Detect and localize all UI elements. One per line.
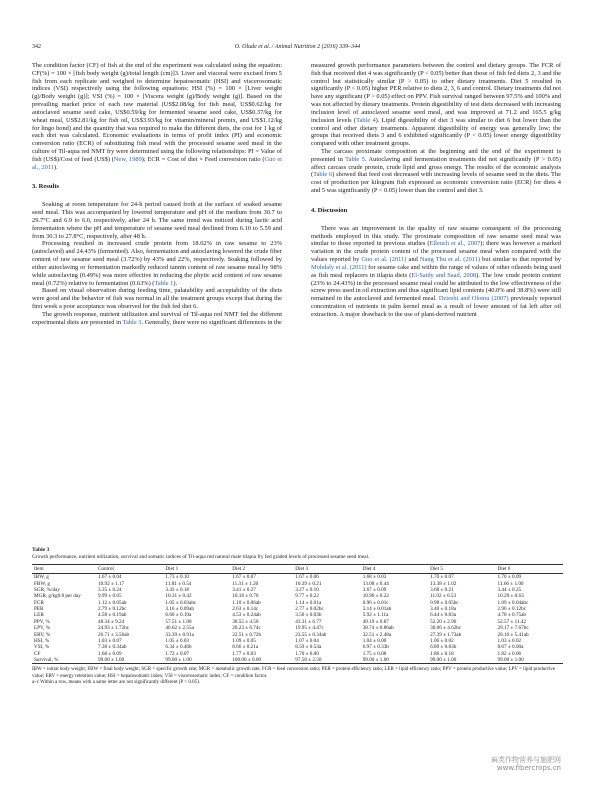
table-cell: 7.38 ± 0.34ab (98, 644, 127, 651)
table-cell: 3.41 ± 0.27 (232, 586, 256, 593)
ref-el-saidy-2008[interactable]: El-Saidy and Saad, 2008 (411, 271, 477, 279)
table-row (32, 657, 563, 664)
table-cell: 52.57 ± 11.42 (497, 618, 527, 625)
table-cell: 3.35 ± 0.24 (98, 586, 122, 593)
table-cell: 3.40 ± 0.18a (430, 606, 457, 613)
table-cell: 19.95 ± 4.47c (295, 625, 324, 632)
table-cell: 10.31 ± 0.42 (165, 593, 192, 600)
table-cell: 1.67 ± 0.04 (98, 574, 122, 581)
table-cell: 27.39 ± 1.73ab (430, 631, 462, 638)
table-cell: 10.39 ± 0.21 (295, 580, 322, 587)
table-cell: 8.67 ± 0.00a (497, 644, 524, 651)
table-cell: 9.99 ± 0.65 (98, 593, 122, 600)
table-cell: 1.86 ± 0.18 (430, 650, 454, 657)
table-cell: 100.00 ± 0.00 (230, 657, 293, 664)
ref-guo-2011-b[interactable]: Guo et al. (2011) (361, 256, 407, 264)
row-label: LPV, % (34, 625, 51, 632)
column-header: Diet 2 (230, 565, 293, 574)
discussion-heading: 4. Discussion (311, 206, 348, 214)
table-cell: 13.38 ± 1.02 (430, 580, 457, 587)
row-label: HSI, % (34, 637, 50, 644)
table-cell: 10.92 ± 1.17 (98, 580, 125, 587)
table-cell: 48.34 ± 9.24 (98, 618, 125, 625)
table-cell: 8.66 ± 0.21a (232, 644, 259, 651)
table-cell: 1.12 ± 0.05ab (98, 599, 127, 606)
row-label: Survival, % (32, 657, 96, 664)
row-label: SGR, %/day (34, 586, 60, 593)
table-cell: 1.03 ± 0.07 (98, 637, 122, 644)
table-cell: 3.68 ± 0.21 (430, 586, 454, 593)
table-cell: 38.74 ± 0.86ab (362, 625, 394, 632)
table-cell: 1.03 ± 0.02 (497, 637, 522, 644)
row-label: PER (34, 606, 44, 613)
table-3 (32, 547, 563, 687)
table-cell: 29.17 ± 7.67bc (497, 625, 529, 632)
ref-nang-thu-2011[interactable]: Nang Thu et al. (2011) (419, 256, 481, 264)
page-number: 342 (32, 44, 41, 50)
column-header: Control (96, 565, 163, 574)
table-cell: 3.67 ± 0.09 (362, 586, 387, 593)
table-cell: 32.51 ± 2.48a (362, 631, 392, 638)
table-cell: 8.59 ± 0.53a (295, 644, 322, 651)
table-caption: Growth performance, nutrient utilization, survival and somatic indices of Til-aqua red natural male tilapia fry fed graded levels of processed sesame seed meal. (32, 554, 370, 560)
table-cell: 99.00 ± 1.00 (428, 657, 495, 664)
row-label: FCR (34, 599, 44, 606)
table-cell: 22.51 ± 0.72b (232, 631, 262, 638)
table-cell: 1.67 ± 0.06 (295, 574, 319, 581)
table-cell: 24.93 ± 1.72bc (98, 625, 130, 632)
table-cell: 3.43 ± 0.18 (165, 586, 190, 593)
results-paragraph-3: Based on visual observation during feeding time, palatability and acceptability of the diets were good and the behavior of fish was normal in all the treatment groups except that during the first week a poor acceptance was observed for the fish fed diet 6. (32, 287, 282, 310)
running-header (32, 44, 563, 54)
table-cell: 11.81 ± 0.54 (165, 580, 192, 587)
abbreviations-note: IBW = initial body weight; FBW = final body weight; SGR = specific growth rate; MGR = metabolic growth rate; FCR = feed conversion ratio; PER = protein efficiency ratio; LER = lipid efficiency ratio; PPV = protein productive value; LPV = lipid productive value; ERV = energy retention value; HSI = hepatosomatic index; VSI = viscerosomatic index; CF = condition factor. (32, 667, 555, 679)
row-label: VSI, % (34, 644, 50, 651)
table-cell: 1.10 ± 0.06ab (232, 599, 261, 606)
table-cell: 99.00 ± 1.00 (163, 657, 230, 664)
watermark (491, 756, 561, 773)
table-cell: 1.70 ± 0.07 (430, 574, 454, 581)
results-paragraph-1: Soaking at room temperature for 24-h period caused froth at the surface of soaked sesame seed meal. This was accompanied by lowered temperature and pH of the medium from 30.7 to 29.7°C and 6.9 to 6.0, respectively, after 24 h. The same trend was noticed during lactic acid fermentation where the pH and temperature of sesame seed meal declined from 6.10 to 5.59 and from 30.3 to 27.8°C, respectively, after 48 h. (32, 201, 282, 240)
table-cell: 49.19 ± 0.87 (362, 618, 389, 625)
table-cell: 6.89 ± 0.83b (430, 644, 457, 651)
table-notes (32, 667, 563, 687)
table-cell: 1.75 ± 0.08 (362, 650, 387, 657)
table-cell: 26.71 ± 3.56ab (98, 631, 130, 638)
table-cell: 2.96 ± 0.12bc (497, 606, 527, 613)
table-cell: 99.00 ± 1.00 (361, 657, 428, 664)
table-cell: 1.67 ± 0.07 (232, 574, 256, 581)
table-cell: 0.96 ± 0.01c (362, 599, 389, 606)
table-cell: 33.39 ± 0.91a (165, 631, 194, 638)
table-cell: 1.70 ± 0.09 (497, 574, 522, 581)
column-header: Diet 4 (361, 565, 428, 574)
table-cell: 10.96 ± 0.22 (362, 593, 389, 600)
methods-paragraph: The condition factor (CF) of fish at the end of the experiment was calculated using the equation: CF(%) = 100 × [fish body weight (g)/total length (cm)]3. Liver and visceral were excised from 5 fish from each replicate and weighed to determine hepatosomatic (HSI) and viscerosomatic indices (VSI) respectively using the following equations: HSI (%) = 100 × [Liver weight (g)/Body weight (g)]; VSI (%) = 100 × [Viscera weight (g)/Body weight (g)]. Based on the prevailing market price of each raw material (US$2.08/kg for fish meal, US$0.62/kg for autoclaved sesame seed cake, US$0.59/kg for fermented sesame seed cake, US$0.37/kg for wheat meal, US$2.81/kg for fish oil, US$3.93/kg for vitamin/mineral premix, and US$1.12/kg for lingo bond) and the quantity that was required to make the different diets, the cost for 1 kg of each diet was calculated. Economic evaluations in terms of profit index (PI) and economic conversion ratio (ECR) of substituting fish meal with the processed sesame seed meal in the culture of Til-aqua red NMT fry were determined using the following relationships: PI = Value of fish (US$)/Cost of feed (US$) (New, 1989); ECR = Cost of diet × Feed conversion ratio (Guo et al., 2011). (32, 62, 282, 171)
table-cell: 1.73 ± 0.10 (165, 574, 190, 581)
table-cell: 10.18 ± 0.70 (232, 593, 259, 600)
table-cell: 3.16 ± 0.09ab (165, 606, 194, 613)
table-cell: 6.44 ± 0.83a (430, 612, 457, 619)
table-cell: 2.77 ± 0.02bc (295, 606, 324, 613)
row-label: LER (34, 612, 44, 619)
left-column (32, 62, 282, 326)
ref-dzieshi-2007[interactable]: Dzieshi and Olomu (2007) (438, 295, 509, 303)
table-cell: 4.58 ± 0.19ab (98, 612, 127, 619)
table-cell: 11.66 ± 1.00 (497, 580, 524, 587)
ref-table-6[interactable]: Table 6 (313, 171, 333, 179)
table-cell: 38.55 ± 4.50 (232, 618, 259, 625)
ref-table-4[interactable]: Table 4 (356, 116, 376, 124)
table-cell: 43.31 ± 6.77 (295, 618, 322, 625)
table-cell: 1.05 ± 0.03abc (165, 599, 197, 606)
table-cell: 1.72 ± 0.07 (165, 650, 190, 657)
table-cell: 1.09 ± 0.04abc (497, 599, 529, 606)
results-paragraph-2: Processing resulted in increased crude protein from 18.02% in raw sesame to 23% (autoclaved) and 24.43% (fermented). Also, fermentation and autoclaving lowered the crude fiber content of raw sesame seed meal (3.72%) by 43% and 22%, respectively. Soaking followed by either autoclaving or fermentation markedly reduced tannin content of raw sesame meal by 98% while autoclaving (0.49%) was more effective in reducing the phytic acid content of raw sesame meal (0.72%) relative to fermentation (0.63%) (Table 1). (32, 240, 282, 287)
table-cell: 5.92 ± 1.11a (362, 612, 389, 619)
table-cell: 3.27 ± 0.10 (295, 586, 319, 593)
table-cell: 6.97 ± 0.33b (362, 644, 389, 651)
table-cell: 1.68 ± 0.03 (362, 574, 387, 581)
column-header: Diet 6 (496, 565, 563, 574)
data-table (32, 564, 563, 664)
journal-citation: O. Olude et al. / Animal Nutrition 2 (2016) 339–344 (234, 44, 361, 50)
watermark-url: www.fibercrops.cn (496, 764, 561, 773)
ref-table-3[interactable]: Table 3 (122, 318, 142, 326)
column-header: Item (32, 565, 96, 574)
table-cell: 4.53 ± 0.24ab (232, 612, 261, 619)
table-cell: 4.78 ± 0.75ab (497, 612, 527, 619)
row-label: CF (34, 650, 41, 657)
watermark-title: 麻类作物营养与施肥网 (491, 756, 561, 764)
row-label: ERV, % (34, 631, 51, 638)
table-cell: 20.23 ± 6.74c (232, 625, 261, 632)
table-cell: 1.06 ± 0.02 (430, 637, 454, 644)
table-cell: 28.16 ± 5.41ab (497, 631, 529, 638)
column-header: Diet 5 (428, 565, 495, 574)
table-label: Table 3 (32, 547, 50, 553)
column-header: Diet 1 (163, 565, 230, 574)
ref-elleuch-2007[interactable]: Elleuch et al., 2007 (429, 240, 481, 248)
table-cell: 1.04 ± 0.00 (362, 637, 387, 644)
table-cell: 1.82 ± 0.06 (497, 650, 522, 657)
significance-note: a–c Within a row, means with a same letter are not significantly different (P > 0.05). (32, 680, 200, 686)
table-cell: 1.68 ± 0.09 (98, 650, 122, 657)
ref-new-1989[interactable]: New, 1989 (113, 155, 142, 163)
ref-guo-2011[interactable]: Guo et al., 2011 (32, 155, 282, 171)
table-cell: 13.08 ± 0.44 (362, 580, 389, 587)
row-label: IBW, g (34, 574, 49, 581)
table-cell: 3.44 ± 0.25 (497, 586, 522, 593)
table-cell: 3.14 ± 0.01ab (362, 606, 392, 613)
results-paragraph-4: The growth response, nutrient utilization and survival of Til-aqua red NMT fed the different experimental diets are presented in Table 3. Generally, there were no significant differences in the (32, 310, 282, 326)
right-column (311, 62, 561, 319)
table-cell: 99.00 ± 1.00 (96, 657, 163, 664)
table-cell: 2.79 ± 0.12bc (98, 606, 127, 613)
table-cell: 3.50 ± 0.03b (295, 612, 322, 619)
ref-table-5[interactable]: Table 5 (345, 155, 365, 163)
table-cell: 2.63 ± 0.14c (232, 606, 259, 613)
table-cell: 23.55 ± 0.34ab (295, 631, 327, 638)
table-cell: 99.00 ± 1.00 (496, 657, 563, 664)
table-cell: 1.77 ± 0.03 (232, 650, 256, 657)
table-cell: 30.06 ± 4.62bc (430, 625, 462, 632)
table-cell: 11.31 ± 1.20 (232, 580, 259, 587)
table-cell: 11.02 ± 0.53 (430, 593, 457, 600)
table-cell: 1.07 ± 0.04 (295, 637, 319, 644)
table-cell: 97.50 ± 2.50 (293, 657, 360, 664)
discussion-paragraph-1: There was an improvement in the quality of raw sesame consequent of the processing methods employed in this study. The proximate composition of raw sesame seed meal was similar to those reported in previous studies (Elleuch et al., 2007); there was however a marked variation in the crude protein content of the processed sesame meal when compared with the values reported by Guo et al. (2011) and Nang Thu et al. (2011) but similar to that reported by Mohdaly et al. (2011) for sesame cake and within the range of values of other oilseeds being used as fish meal replacers in tilapia diets (El-Saidy and Saad, 2008). The low crude protein content (23% to 24.43%) in the processed sesame meal could be attributed to the low effectiveness of the screw press used in oil extraction and thus significant lipid contents (40.0% and 38.8%) were still remained in the autoclaved and fermented meal. Dzieshi and Olomu (2007) previously reported concentration of nutrients in palm kernel meal as a result of lower amount of fat left after oil extraction. A major drawback to the use of plant-derived nutrient (311, 224, 561, 318)
table-cell: 52.20 ± 2.90 (430, 618, 457, 625)
results-paragraph-5: measured growth performance parameters between the control and dietary groups. The FCR of fish that received diet 4 was significantly (P < 0.05) better than those of fish fed diets 2, 3 and the control but statistically similar (P > 0.05) to other dietary treatments. Diet 5 resulted in significantly (P < 0.05) higher PER relative to diets 2, 3, 6 and control. Dietary treatments did not have any significant (P > 0.05) effect on PPV. Fish survival ranged between 97.5% and 100% and was not affected by dietary treatments. Protein digestibility of test diets decreased with increasing inclusion level of autoclaved sesame seed meal, and was improved at 71.2 and 165.5 g/kg inclusion levels (Table 4). Lipid digestibility of diet 3 was similar to diet 6 but lower than the control and other dietary treatments. Apparent digestibility of energy was generally low; the groups that received diets 3 and 6 exhibited significantly (P < 0.05) lower energy digestibility compared with other treatment groups. (311, 62, 561, 148)
column-header: Diet 3 (293, 565, 360, 574)
results-paragraph-6: The carcass proximate composition at the beginning and the end of the experiment is presented in Table 5. Autoclaving and fermentation treatments did not significantly (P > 0.05) affect carcass crude protein, crude lipid and gross energy. The results of the economic analysis (Table 6) showed that feed cost decreased with increasing levels of sesame seed in the diets. The cost of production per kilogram fish expressed as economic conversion ratio (ECR) for diets 4 and 5 was significantly (P < 0.05) lower than the control and diet 3. (311, 147, 561, 194)
table-header-row (32, 565, 563, 574)
table-cell: 9.77 ± 0.22 (295, 593, 319, 600)
row-label: FBW, g (34, 580, 50, 587)
table-cell: 1.14 ± 0.01a (295, 599, 322, 606)
table-cell: 46.62 ± 2.55a (165, 625, 194, 632)
table-body (32, 574, 563, 664)
ref-mohdaly-2011[interactable]: Mohdaly et al. (2011) (311, 263, 367, 271)
table-cell: 6.60 ± 0.19a (165, 612, 192, 619)
table-cell: 1.05 ± 0.03 (165, 637, 190, 644)
ref-table-1[interactable]: Table 1 (154, 279, 174, 287)
row-label: PPV, % (34, 618, 50, 625)
table-cell: 57.51 ± 1.08 (165, 618, 192, 625)
table-cell: 1.70 ± 0.00 (295, 650, 319, 657)
table-cell: 10.29 ± 0.63 (497, 593, 524, 600)
table-row (32, 574, 563, 581)
table-cell: 6.34 ± 0.46b (165, 644, 192, 651)
row-label: MGR, g/kg0.8 per day (34, 593, 81, 600)
table-cell: 0.98 ± 0.05bc (430, 599, 459, 606)
results-heading: 3. Results (32, 183, 60, 191)
table-cell: 1.09 ± 0.05 (232, 637, 256, 644)
